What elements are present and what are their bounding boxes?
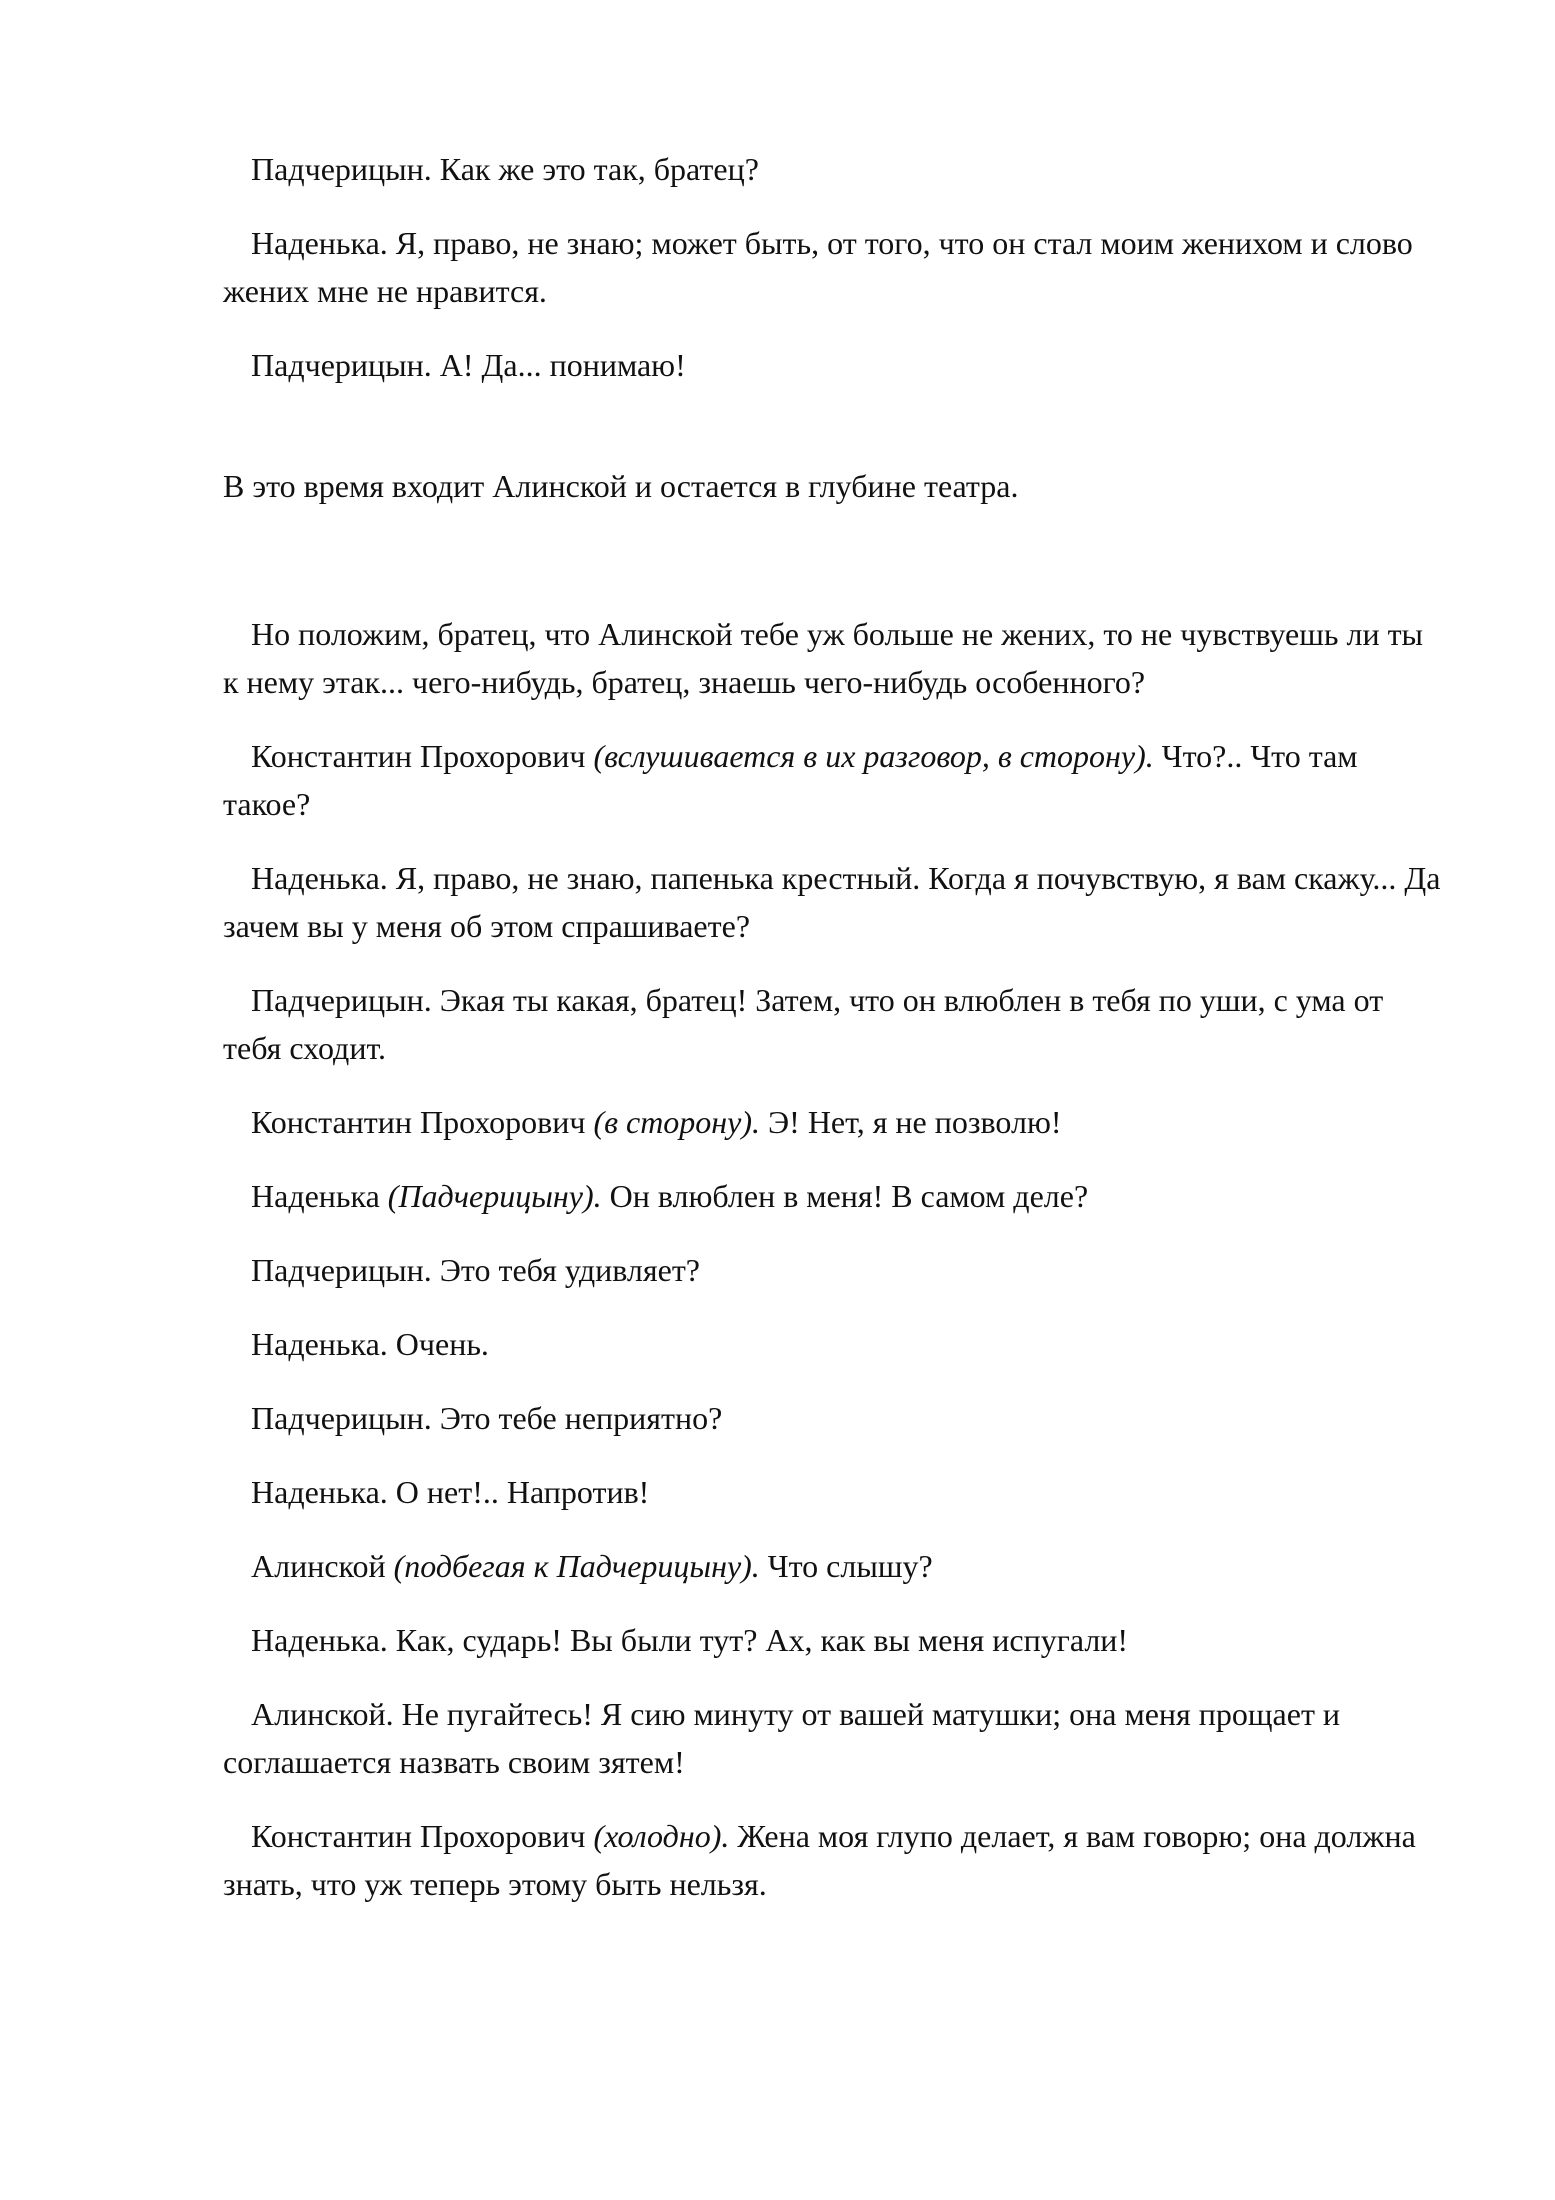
stage-remark: (вслушивается в их разговор, в сторону). [593,738,1154,774]
dialogue-paragraph [223,1394,1445,1442]
speech-text: Как же это так, братец? [439,151,759,187]
speaker-name: Алинской. [251,1696,394,1732]
speech-text: Что слышу? [767,1548,933,1584]
stage-remark: (подбегая к Падчерицыну). [393,1548,760,1584]
speech-text: Я, право, не знаю; может быть, от того, что он стал моим женихом и слово жених мне не нравится. [223,225,1413,309]
dialogue-paragraph [223,1616,1445,1664]
dialogue-paragraph [223,1320,1445,1368]
speech-text: Я, право, не знаю, папенька крестный. Когда я почувствую, я вам скажу... Да зачем вы у меня об этом спрашиваете? [223,860,1441,944]
speaker-name: Константин Прохорович [251,1104,586,1140]
dialogue-paragraph [223,1468,1445,1516]
speech-text: Что?.. Что там такое? [223,738,1358,822]
dialogue-paragraph [223,341,1445,389]
speech-text: Жена моя глупо делает, я вам говорю; она должна знать, что уж теперь этому быть нельзя. [223,1818,1416,1902]
speaker-name: Константин Прохорович [251,1818,586,1854]
dialogue-paragraph [223,976,1445,1072]
stage-remark: (Падчерицыну). [387,1178,602,1214]
dialogue-paragraph [223,1246,1445,1294]
speaker-name: Наденька. [251,860,388,896]
speech-text: Это тебе неприятно? [439,1400,723,1436]
speech-text: А! Да... понимаю! [439,347,686,383]
speaker-name: Падчерицын. [251,1252,432,1288]
speaker-name: Наденька [251,1178,380,1214]
speech-text: Э! Нет, я не позволю! [768,1104,1062,1140]
dialogue-paragraph [223,854,1445,950]
dialogue-paragraph [223,1542,1445,1590]
speaker-name: Наденька. [251,1622,388,1658]
dialogue-paragraph [223,1172,1445,1220]
speech-text: Но положим, братец, что Алинской тебе уж больше не жених, то не чувствуешь ли ты к нему этак... чего-нибудь, братец, знаешь чего-нибудь особенного? [223,616,1424,700]
speech-text: Очень. [395,1326,489,1362]
dialogue-paragraph [223,732,1445,828]
speech-text: Экая ты какая, братец! Затем, что он влюблен в тебя по уши, с ума от тебя сходит. [223,982,1384,1066]
dialogue-paragraph [223,1098,1445,1146]
document-body [223,145,1445,1908]
stage-remark: (в сторону). [593,1104,761,1140]
speech-text: Это тебя удивляет? [439,1252,700,1288]
dialogue-paragraph [223,1690,1445,1786]
dialogue-paragraph [223,145,1445,193]
speaker-name: Алинской [251,1548,386,1584]
dialogue-paragraph [223,1812,1445,1908]
speaker-name: Наденька. [251,1326,388,1362]
speaker-name: Падчерицын. [251,347,432,383]
speaker-name: Наденька. [251,225,388,261]
stage-direction: В это время входит Алинской и остается в глубине театра. [223,468,1019,504]
dialogue-paragraph [223,610,1445,706]
speaker-name: Наденька. [251,1474,388,1510]
speech-text: О нет!.. Напротив! [395,1474,650,1510]
speaker-name: Падчерицын. [251,982,432,1018]
speaker-name: Падчерицын. [251,151,432,187]
speaker-name: Падчерицын. [251,1400,432,1436]
speaker-name: Константин Прохорович [251,738,586,774]
speech-text: Он влюблен в меня! В самом деле? [609,1178,1089,1214]
stage-remark: (холодно). [593,1818,730,1854]
speech-text: Как, сударь! Вы были тут? Ах, как вы меня испугали! [395,1622,1129,1658]
speech-text: Не пугайтесь! Я сию минуту от вашей матушки; она меня прощает и соглашается назвать своим зятем! [223,1696,1341,1780]
dialogue-paragraph [223,219,1445,315]
